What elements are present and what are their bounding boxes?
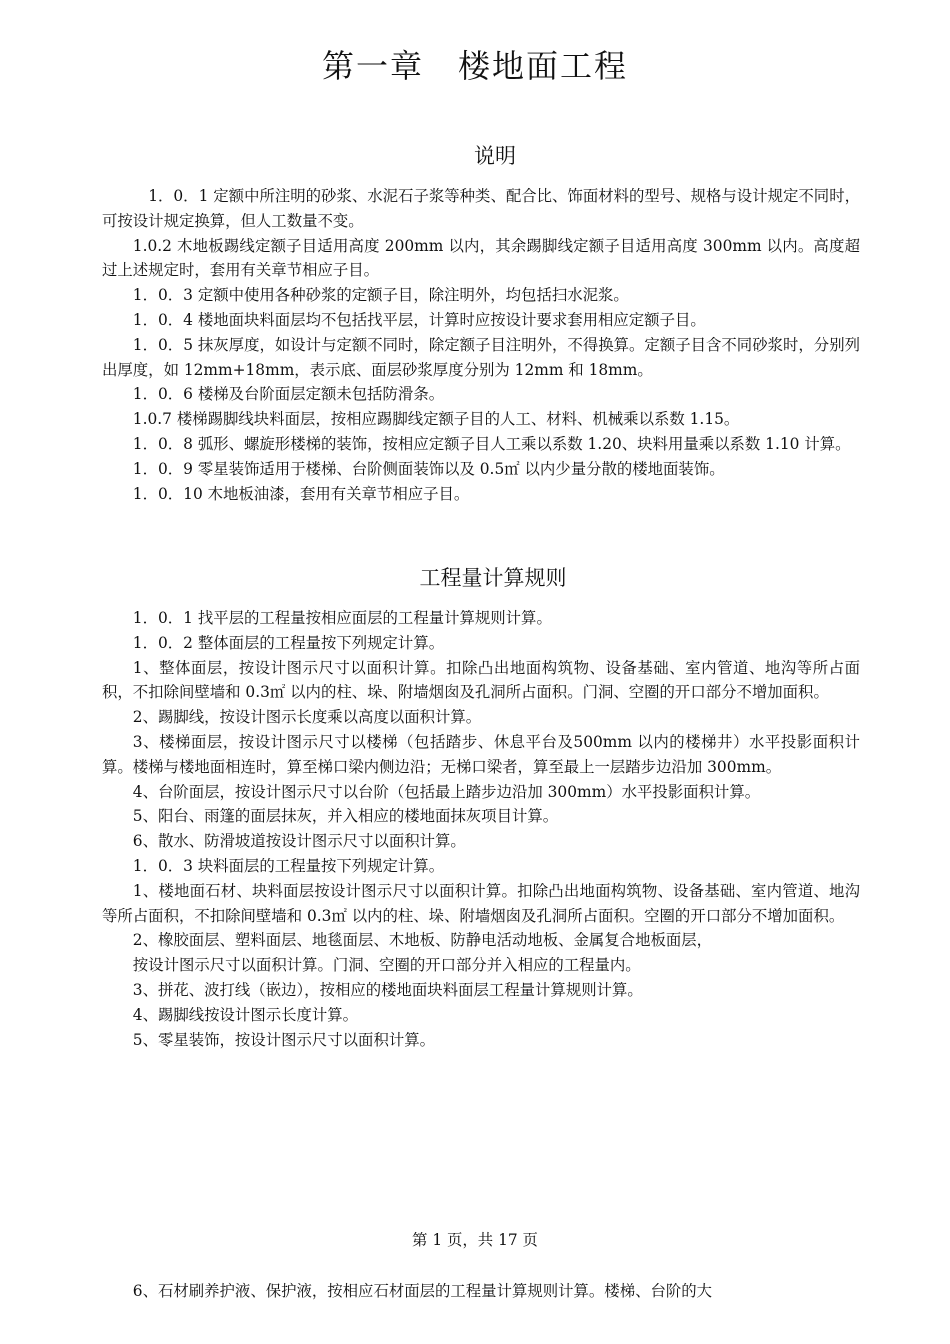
- note-paragraph: 1.0.7 楼梯踢脚线块料面层，按相应踢脚线定额子目的人工、材料、机械乘以系数 1.15。: [132, 410, 740, 429]
- note-paragraph: 1．0．10 木地板油漆，套用有关章节相应子目。: [132, 484, 470, 503]
- rule-paragraph: 2、橡胶面层、塑料面层、地毯面层、木地板、防静电活动地板、金属复合地板面层，: [132, 931, 713, 950]
- page-title: 第一章 楼地面工程: [321, 47, 628, 85]
- page-footer: 第 1 页，共 17 页: [412, 1231, 538, 1249]
- rule-paragraph: 5、零星装饰，按设计图示尺寸以面积计算。: [132, 1030, 436, 1049]
- notes-section: [102, 184, 860, 506]
- rule-paragraph: 4、台阶面层，按设计图示尺寸以台阶（包括最上踏步边沿加 300mm）水平投影面积计算。: [132, 782, 761, 801]
- note-paragraph: 1．0．6 楼梯及台阶面层定额未包括防滑条。: [132, 385, 445, 404]
- rule-paragraph: 1．0．1 找平层的工程量按相应面层的工程量计算规则计算。: [132, 609, 552, 627]
- notes-heading: 说明: [474, 144, 516, 168]
- rule-paragraph: 6、散水、防滑坡道按设计图示尺寸以面积计算。: [132, 832, 466, 851]
- note-paragraph: 1．0．8 弧形、螺旋形楼梯的装饰，按相应定额子目人工乘以系数 1.20、块料用量乘以系数 1.10 计算。: [132, 434, 851, 453]
- rules-heading: 工程量计算规则: [419, 566, 567, 590]
- note-paragraph: 1．0．5 抹灰厚度，如设计与定额不同时，除定额子目注明外，不得换算。定额子目含不同砂浆时，分别列出厚度，如 12mm+18mm，表示底、面层砂浆厚度分别为 12mm 和 18mm。: [102, 335, 860, 379]
- note-paragraph: 1．0．1 定额中所注明的砂浆、水泥石子浆等种类、配合比、饰面材料的型号、规格与设计规定不同时，可按设计规定换算，但人工数量不变。: [102, 187, 860, 230]
- next-page-paragraph: 6、石材刷养护液、保护液，按相应石材面层的工程量计算规则计算。楼梯、台阶的大: [132, 1282, 713, 1300]
- rule-paragraph: 3、拼花、波打线（嵌边），按相应的楼地面块料面层工程量计算规则计算。: [132, 980, 643, 999]
- rule-paragraph: 5、阳台、雨篷的面层抹灰，并入相应的楼地面抹灰项目计算。: [132, 807, 559, 826]
- rule-paragraph: 4、踢脚线按设计图示长度计算。: [132, 1005, 359, 1024]
- note-paragraph: 1．0．3 定额中使用各种砂浆的定额子目，除注明外，均包括扫水泥浆。: [132, 286, 629, 305]
- note-paragraph: 1．0．9 零星装饰适用于楼梯、台阶侧面装饰以及 0.5㎡ 以内少量分散的楼地面装饰。: [132, 459, 725, 478]
- rule-paragraph: 1．0．2 整体面层的工程量按下列规定计算。: [132, 633, 445, 652]
- rule-paragraph: 1、楼地面石材、块料面层按设计图示尺寸以面积计算。扣除凸出地面构筑物、设备基础、室内管道、地沟等所占面积，不扣除间壁墙和 0.3㎡ 以内的柱、垛、附墙烟囱及孔洞所占面积。空圈的开口部分不增加面积。: [102, 881, 860, 925]
- note-paragraph: 1．0．4 楼地面块料面层均不包括找平层，计算时应按设计要求套用相应定额子目。: [132, 310, 706, 329]
- rule-paragraph: 3、楼梯面层，按设计图示尺寸以楼梯（包括踏步、休息平台及500mm 以内的楼梯井）水平投影面积计算。楼梯与楼地面相连时，算至梯口梁内侧边沿；无梯口梁者，算至最上一层踏步边沿加 300mm。: [102, 732, 860, 776]
- rule-paragraph: 1．0．3 块料面层的工程量按下列规定计算。: [132, 856, 445, 875]
- rules-section: [102, 606, 860, 1052]
- rule-paragraph: 1、整体面层，按设计图示尺寸以面积计算。扣除凸出地面构筑物、设备基础、室内管道、地沟等所占面积，不扣除间壁墙和 0.3㎡ 以内的柱、垛、附墙烟囱及孔洞所占面积。门洞、空圈的开口部分不增加面积。: [102, 658, 860, 702]
- rule-paragraph: 按设计图示尺寸以面积计算。门洞、空圈的开口部分并入相应的工程量内。: [132, 956, 641, 975]
- note-paragraph: 1.0.2 木地板踢线定额子目适用高度 200mm 以内，其余踢脚线定额子目适用高度 300mm 以内。高度超过上述规定时，套用有关章节相应子目。: [102, 236, 860, 280]
- rule-paragraph: 2、踢脚线，按设计图示长度乘以高度以面积计算。: [132, 708, 482, 727]
